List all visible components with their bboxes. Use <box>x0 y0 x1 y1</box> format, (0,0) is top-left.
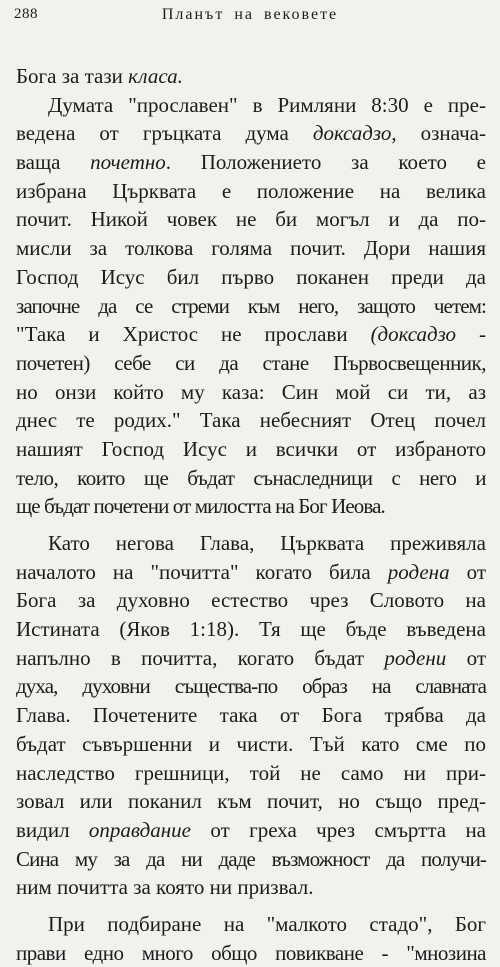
text-line: видил оправдание от греха чрез смъртта на <box>16 817 487 842</box>
text-line: зовал или поканил към почит, но също пред- <box>16 789 486 814</box>
text-line: бъдат съвършенни и чисти. Тъй като сме по <box>16 731 486 756</box>
text-line: почетен) себе си да стане Първосвещенник, <box>16 350 486 375</box>
text-line: избрана Църквата е положение на велика <box>16 178 486 203</box>
text-line: ваща почетно. Положението за което е <box>16 150 487 175</box>
text-line: Бога за духовно естество чрез Словото на <box>16 588 486 613</box>
body-text <box>16 62 486 967</box>
page-number: 288 <box>14 6 38 22</box>
text-line: прави едно много общо повикване - "мнозина <box>16 940 486 965</box>
page-header <box>14 6 486 28</box>
text-line: ним почитта за която ни призвал. <box>16 875 314 900</box>
text-line: тело, които ще бъдат сънаследници с него и <box>16 465 486 490</box>
text-line: Думата "прославен" в Римляни 8:30 е пре- <box>48 92 486 117</box>
text-line: Сина му за да ни даде възможност да получи- <box>16 846 486 871</box>
text-line: началото на "почитта" когато била родена от <box>16 559 486 584</box>
text-line: Бога за тази класа. <box>16 64 183 88</box>
paragraph <box>16 62 486 91</box>
paragraph-gap <box>16 902 486 910</box>
text-line: нашият Господ Исус и всички от избраното <box>16 436 486 461</box>
text-line: наследство грешници, той не само ни при- <box>16 760 486 785</box>
text-line: но онзи който му каза: Син мой си ти, аз <box>16 379 486 404</box>
running-title: Планът на вековете <box>161 6 339 23</box>
text-line: духа, духовни същества-по образ на славната <box>16 674 486 699</box>
paragraph <box>16 529 486 902</box>
text-line: Глава. Почетените така от Бога трябва да <box>16 703 486 728</box>
text-line: почит. Никой човек не би могъл и да по- <box>16 207 486 232</box>
text-line: Господ Исус бил първо поканен преди да <box>16 264 486 289</box>
text-line: напълно в почитта, когато бъдат родени от <box>16 645 486 670</box>
text-line: Като негова Глава, Църквата преживяла <box>48 531 486 555</box>
text-line: ведена от гръцката дума доксадзо, означа- <box>16 121 486 146</box>
text-line: ще бъдат почетени от милостта на Бог Иеова. <box>16 494 385 519</box>
text-line: днес те родих." Така небесният Отец почел <box>16 408 486 433</box>
text-line: Истината (Яков 1:18). Тя ще бъде въведена <box>16 617 486 642</box>
paragraph <box>16 910 486 967</box>
text-line: При подбиране на "малкото стадо", Бог <box>48 911 486 936</box>
text-line: "Така и Христос не прослави (доксадзо - <box>16 322 486 347</box>
paragraph-gap <box>16 521 486 529</box>
text-line: мисли за толкова голяма почит. Дори нашия <box>16 236 486 261</box>
text-line: започне да се стреми към него, защото четем: <box>16 293 486 318</box>
paragraph <box>16 91 486 521</box>
